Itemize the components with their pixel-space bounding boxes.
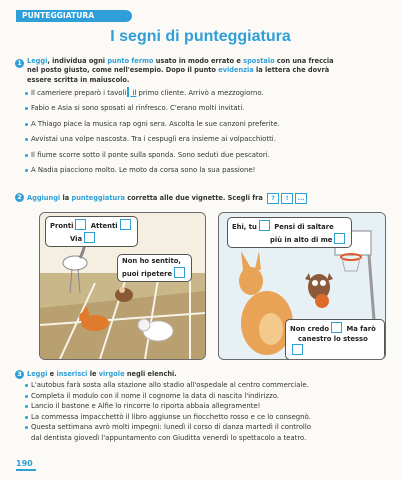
instr-text: la lettera che dovrà	[253, 66, 330, 75]
instr-text: , individua ogni	[47, 57, 108, 65]
symbol-ellipsis: ...	[295, 193, 307, 204]
instr-text: con una freccia	[274, 57, 334, 65]
sentence-item[interactable]: Questa settimana avrò molti impegni: lunedì il corso di danza martedì il controllo	[25, 422, 311, 433]
sentence-item[interactable]: Avvistai una volpe nascosta. Tra i cespugli era insieme ai volpacchiotti.	[25, 132, 280, 147]
symbol-question: ?	[267, 193, 279, 204]
exercise-1-number: 1	[15, 59, 24, 68]
exercise-2-number: 2	[15, 193, 24, 202]
sentence-item[interactable]: Lancio il bastone e Alfie lo rincorre lo riporta abbaia allegramente!	[25, 401, 311, 412]
answer-box[interactable]	[84, 232, 95, 243]
basketball-icon	[315, 294, 329, 308]
answer-box[interactable]	[120, 219, 131, 230]
instr-text: nel posto giusto, come nell'esempio. Dopo il punto	[27, 66, 219, 75]
sentence-item[interactable]: La commessa impacchettò il libro aggiunse un fiocchetto rosso e ce lo consegnò.	[25, 412, 311, 423]
sentence-item[interactable]: Il fiume scorre sotto il ponte sulla sponda. Sono seduti due pescatori.	[25, 148, 280, 163]
exercise-3-instruction: Leggi e inserisci le virgole negli elenchi.	[27, 370, 177, 378]
kw-leggi: Leggi	[27, 57, 48, 65]
comic-panel-basketball	[218, 212, 386, 360]
speech-bubble: Non ho sentito, puoi ripetere	[117, 254, 192, 282]
section-tab: PUNTEGGIATURA	[16, 10, 132, 22]
sentence-continuation: dal dentista giovedì l'appuntamento con Giuditta venerdì lo spettacolo a teatro.	[31, 433, 307, 442]
page-number-underline	[16, 469, 36, 471]
page-title: I segni di punteggiatura	[110, 28, 291, 45]
speech-bubble: Ehi, tu Pensi di saltare più in alto di me	[227, 217, 352, 248]
answer-box[interactable]	[334, 233, 345, 244]
kw-punto-fermo: punto fermo	[107, 57, 154, 65]
sentence-item[interactable]: A Nadia piacciono molto. Le moto da corsa sono la sua passione!	[25, 163, 280, 178]
speech-bubble: Pronti Attenti Via	[45, 216, 138, 247]
exercise-3-list	[25, 380, 311, 444]
kw-evidenzia: evidenzia	[218, 66, 254, 75]
page-number: 190	[16, 459, 33, 468]
exercise-3-number: 3	[15, 370, 24, 379]
example-sentence: Il cameriere preparò i tavoli il primo cliente. Arrivò a mezzogiorno.	[25, 86, 280, 101]
instr-text: usato in modo errato e	[153, 57, 244, 65]
answer-box[interactable]	[75, 219, 86, 230]
exercise-1-list	[25, 86, 280, 178]
comic-panel-race	[39, 212, 206, 360]
sentence-item[interactable]: A Thiago piace la musica rap ogni sera. Ascolta le sue canzoni preferite.	[25, 117, 280, 132]
sentence-item[interactable]: Completa il modulo con il nome il cognome la data di nascita l'indirizzo.	[25, 391, 311, 402]
answer-box[interactable]	[292, 344, 303, 355]
answer-box[interactable]	[174, 267, 185, 278]
answer-box[interactable]	[259, 220, 270, 231]
sentence-item[interactable]: Fabio e Asia si sono sposati al rinfresco. C'erano molti invitati.	[25, 101, 280, 116]
answer-box[interactable]	[331, 322, 342, 333]
symbol-exclamation: !	[281, 193, 293, 204]
exercise-2-instruction: Aggiungi la punteggiatura corretta alle due vignette. Scegli fra ? ! ...	[27, 193, 307, 204]
kw-spostalo: spostalo	[243, 57, 275, 65]
instr-text: essere scritta in maiuscolo.	[27, 75, 130, 84]
speech-bubble: Non credo Ma farò canestro lo stesso	[285, 319, 385, 360]
exercise-1-instruction	[27, 57, 387, 85]
sentence-item[interactable]: L'autobus farà sosta alla stazione allo stadio all'ospedale al centro commerciale.	[25, 380, 311, 391]
